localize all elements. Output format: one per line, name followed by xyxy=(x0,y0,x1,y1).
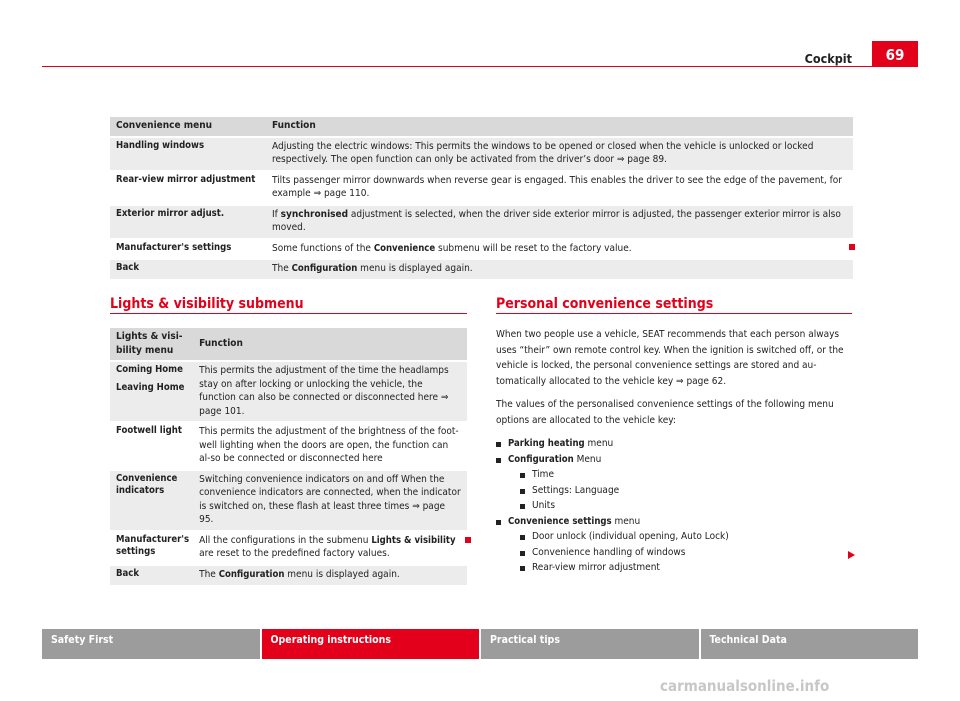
table-row xyxy=(110,532,467,564)
function-cell: This permits the adjustment of the time the headlamps stay on after locking or unlocking the vehicle, the function can also be connected or disconnected here ⇒ page 101. xyxy=(193,362,467,421)
continue-arrow-icon xyxy=(848,551,855,559)
function-cell: If synchronised adjustment is selected, when the driver side exterior mirror is adjusted, the passenger exterior mirror is also moved. xyxy=(266,206,853,238)
menu-cell: Convenience indicators xyxy=(110,471,193,530)
lights-visibility-table xyxy=(110,326,467,587)
tab-operating-instructions[interactable]: Operating instructions xyxy=(262,629,480,659)
section-end-marker xyxy=(849,244,855,250)
table-row xyxy=(110,172,853,204)
function-cell: Adjusting the electric windows: This permits the windows to be opened or closed when the vehicle is unlocked or locked respectively. The open function can only be activated from the driver’s door ⇒ page 89. xyxy=(266,138,853,170)
sub-list-item: Rear-view mirror adjustment xyxy=(520,560,856,576)
menu-cell: Manufacturer's settings xyxy=(110,532,193,564)
menu-cell: Back xyxy=(110,566,193,585)
table-row xyxy=(110,240,853,259)
page-header-title: Cockpit xyxy=(804,51,852,66)
settings-list xyxy=(496,436,856,576)
lights-section-rule xyxy=(110,313,467,314)
section-end-marker xyxy=(465,537,471,543)
menu-cell: Handling windows xyxy=(110,138,266,170)
sub-list xyxy=(520,467,856,514)
function-cell: Switching convenience indicators on and off When the convenience indicators are connected, when the indicator is switched on, these flash at least three times ⇒ page 95. xyxy=(193,471,467,530)
page-number-badge: 69 xyxy=(872,41,918,67)
function-cell: All the configurations in the submenu Lights & visibility are reset to the predefined factory values. xyxy=(193,532,467,564)
menu-cell: Coming Home Leaving Home xyxy=(110,362,193,421)
table-row xyxy=(110,138,853,170)
table-row xyxy=(110,471,467,530)
footer-nav xyxy=(42,629,918,659)
header-divider xyxy=(42,66,918,67)
menu-cell: Footwell light xyxy=(110,423,193,469)
function-cell: Some functions of the Convenience submenu will be reset to the factory value. xyxy=(266,240,853,259)
list-item: Convenience settings menu Door unlock (individual opening, Auto Lock) Convenience handling of windows Rear-view mirror adjustment xyxy=(496,514,856,576)
menu-cell: Exterior mirror adjust. xyxy=(110,206,266,238)
tab-technical-data[interactable]: Technical Data xyxy=(701,629,919,659)
intro-paragraph: When two people use a vehicle, SEAT recommends that each person always uses “their” own remote control key. When the ignition is switched off, or the vehicle is locked, the personal convenience settings are stored and au-tomatically allocated to the vehicle key ⇒ page 62. xyxy=(496,329,844,387)
list-item: Configuration Menu Time Settings: Language Units xyxy=(496,452,856,514)
sub-list xyxy=(520,529,856,576)
function-cell: This permits the adjustment of the brightness of the foot-well lighting when the doors are open, the function can al-so be connected or disconnected here xyxy=(193,423,467,469)
sub-list-item: Units xyxy=(520,498,856,514)
menu-cell: Back xyxy=(110,260,266,279)
personal-section-rule xyxy=(496,313,852,314)
function-cell: The Configuration menu is displayed again. xyxy=(193,566,467,585)
table-row xyxy=(110,423,467,469)
table-header-row xyxy=(110,117,853,136)
list-item: Parking heating menu xyxy=(496,436,856,452)
sub-list-item: Door unlock (individual opening, Auto Lock) xyxy=(520,529,856,545)
function-cell: The Configuration menu is displayed again. xyxy=(266,260,853,279)
personal-section-title: Personal convenience settings xyxy=(496,296,714,312)
sub-list-item: Convenience handling of windows xyxy=(520,545,856,561)
column-header-function: Function xyxy=(266,117,853,136)
column-header-menu: Lights & visi-bility menu xyxy=(110,328,193,360)
personal-section-body xyxy=(496,327,856,576)
values-paragraph: The values of the personalised convenience settings of the following menu options are allocated to the vehicle key: xyxy=(496,399,834,426)
menu-cell: Rear-view mirror adjustment xyxy=(110,172,266,204)
table-header-row xyxy=(110,328,467,360)
sub-list-item: Time xyxy=(520,467,856,483)
column-header-menu: Convenience menu xyxy=(110,117,266,136)
table-row xyxy=(110,362,467,421)
convenience-menu-table xyxy=(110,115,853,281)
tab-practical-tips[interactable]: Practical tips xyxy=(481,629,699,659)
table-row xyxy=(110,566,467,585)
column-header-function: Function xyxy=(193,328,467,360)
watermark: carmanualsonline.info xyxy=(660,677,830,695)
menu-cell: Manufacturer's settings xyxy=(110,240,266,259)
lights-section-title: Lights & visibility submenu xyxy=(110,296,304,312)
tab-safety-first[interactable]: Safety First xyxy=(42,629,260,659)
table-row xyxy=(110,206,853,238)
table-row xyxy=(110,260,853,279)
function-cell: Tilts passenger mirror downwards when reverse gear is engaged. This enables the driver to see the edge of the pavement, for example ⇒ page 110. xyxy=(266,172,853,204)
sub-list-item: Settings: Language xyxy=(520,483,856,499)
